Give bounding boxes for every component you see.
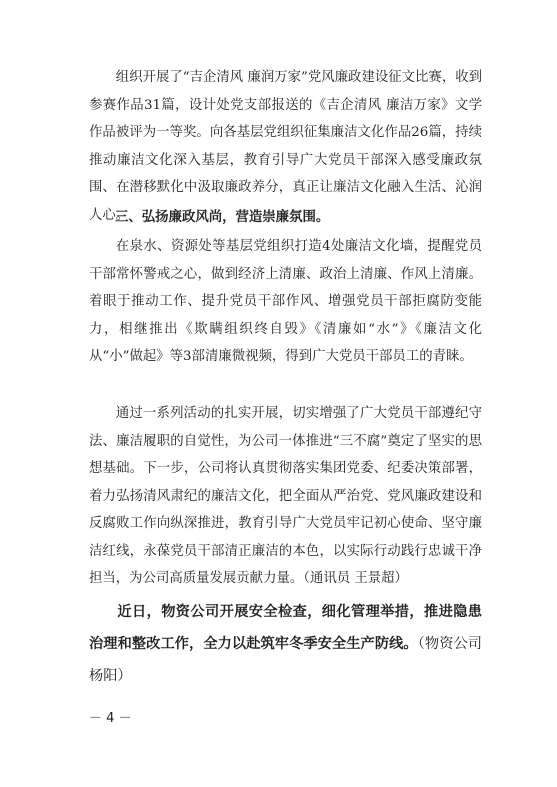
body-paragraph: 通过一系列活动的扎实开展，切实增强了广大党员干部遵纪守法、廉洁履职的自觉性，为公司一体推进“三不腐”奠定了坚实的思想基础。下一步，公司将认真贯彻落实集团党委、纪委决策部署，着力弘扬清风肃纪的廉洁文化，把全面从严治党、党风廉政建设和反腐败工作向纵深推进，教育引导广大党员牢记初心使命、坚守廉洁红线，永葆党员干部清正廉洁的本色，以实际行动践行忠诚干净担当，为公司高质量发展贡献力量。（通讯员 王景超）	[89, 406, 482, 586]
page-number: － 4 －	[89, 711, 132, 726]
body-paragraph: 组织开展了“吉企清风 廉润万家”党风廉政建设征文比赛，收到参赛作品31篇，设计处党支部报送的《吉企清风 廉洁万家》文学作品被评为一等奖。向各基层党组织征集廉洁文化作品26篇，持续推动廉洁文化深入基层，教育引导广大党员干部深入感受廉政氛围、在潜移默化中汲取廉政养分，真正让廉洁文化融入生活、沁润人心。	[89, 70, 482, 223]
news-byline: （物资公司 杨阳）	[89, 636, 482, 684]
section-heading: 三、弘扬廉政风尚，营造崇廉氛围。	[115, 210, 330, 225]
news-brief	[89, 596, 482, 692]
news-brief-bold: 近日，物资公司开展安全检查，细化管理举措，推进隐患治理和整改工作，全力以赴筑牢冬季安全生产防线。	[89, 604, 482, 652]
body-paragraph: 在泉水、资源处等基层党组织打造4处廉洁文化墙，提醒党员干部常怀警戒之心，做到经济上清廉、政治上清廉、作风上清廉。着眼于推动工作、提升党员干部作风、增强党员干部拒腐防变能力，相继推出《欺瞒组织终自毁》《清廉如“水”》《廉洁文化从“小”做起》等3部清廉微视频，得到广大党员干部员工的青睐。	[89, 239, 482, 364]
